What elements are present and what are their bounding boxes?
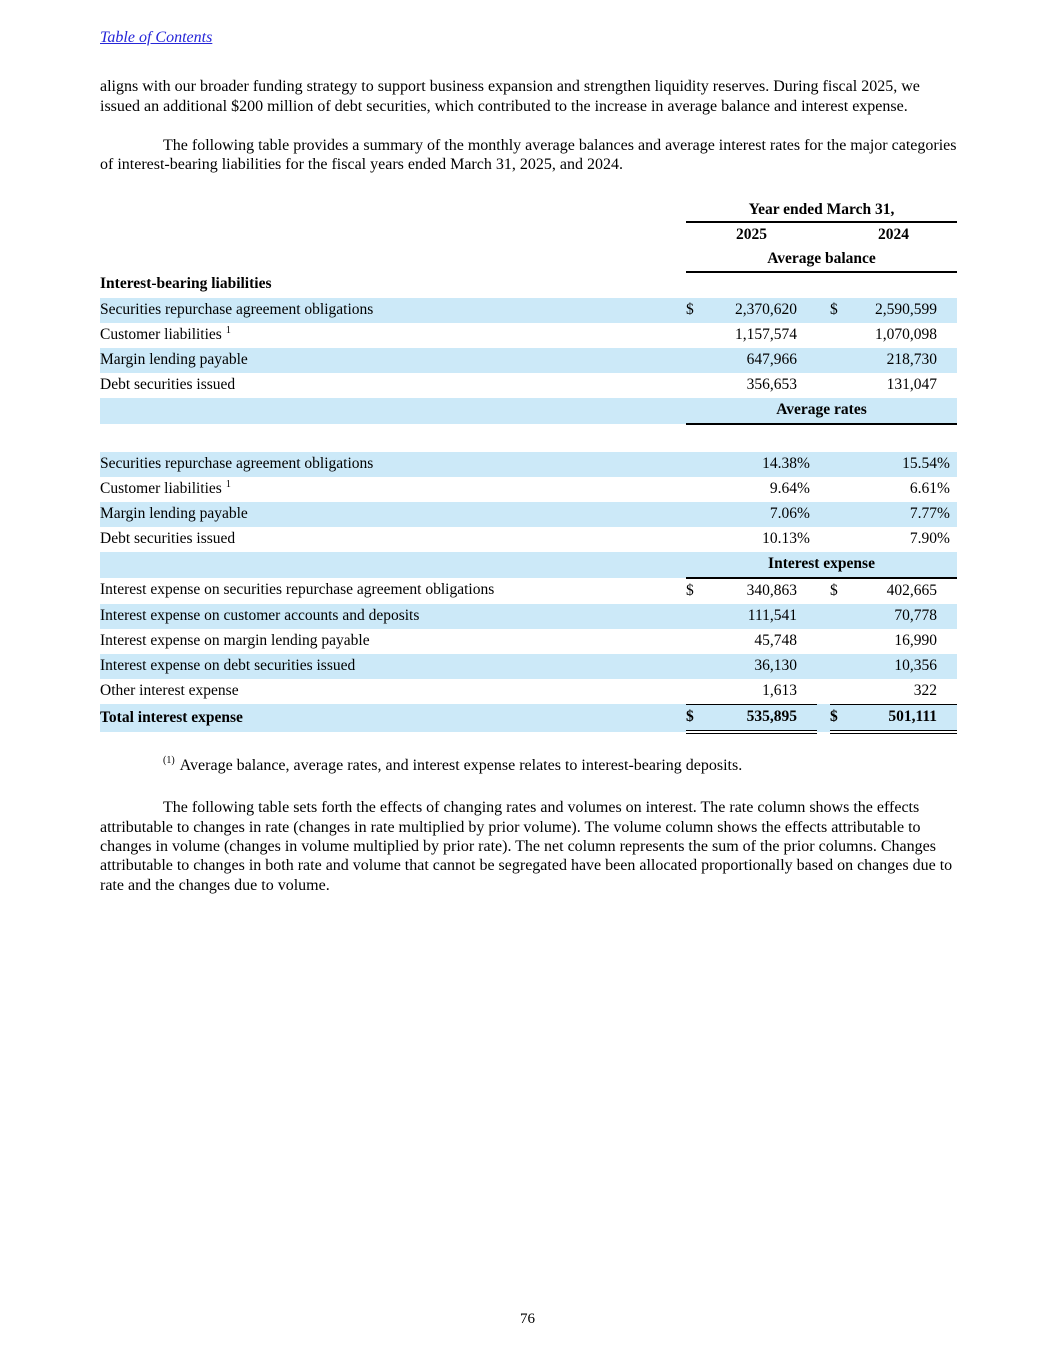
footnote-ref: 1 bbox=[225, 478, 231, 490]
value-2025: 10.13 bbox=[762, 529, 797, 547]
table-row bbox=[100, 654, 957, 679]
spacer-cell bbox=[686, 502, 712, 527]
value-2025: 14.38 bbox=[712, 452, 797, 477]
spacer-cell bbox=[817, 222, 830, 248]
value-2025: 647,966 bbox=[712, 348, 797, 373]
value-2024: 6.61 bbox=[909, 479, 937, 497]
spacer-cell bbox=[830, 654, 856, 679]
dollar-sign: $ bbox=[686, 704, 712, 732]
spacer-cell bbox=[817, 604, 830, 629]
spacer-cell bbox=[817, 679, 830, 705]
blank-row bbox=[100, 424, 957, 452]
spacer-cell bbox=[797, 298, 817, 323]
spacer-cell bbox=[937, 578, 957, 604]
spacer-cell bbox=[686, 477, 712, 502]
spacer-cell bbox=[797, 704, 817, 732]
section-title-interest-bearing-liabilities: Interest-bearing liabilities bbox=[100, 275, 272, 293]
table-row bbox=[100, 272, 957, 298]
percent-sign: % bbox=[797, 452, 817, 477]
average-balance-header: Average balance bbox=[686, 248, 957, 272]
spacer-cell bbox=[830, 629, 856, 654]
year-ended-header: Year ended March 31, bbox=[686, 200, 957, 222]
table-header-year-ended-row bbox=[100, 200, 957, 222]
percent-sign: % bbox=[937, 452, 957, 477]
spacer-cell bbox=[830, 452, 856, 477]
spacer-cell bbox=[937, 373, 957, 398]
percent-sign: % bbox=[797, 529, 810, 547]
column-header-2025: 2025 bbox=[736, 225, 767, 243]
value-2025: 2,370,620 bbox=[712, 298, 797, 323]
spacer-cell bbox=[100, 200, 686, 222]
value-2025: 535,895 bbox=[712, 704, 797, 732]
value-2025: 340,863 bbox=[746, 581, 797, 599]
value-2024: 402,665 bbox=[886, 581, 937, 599]
value-2025: 356,653 bbox=[746, 375, 797, 393]
average-rates-header: Average rates bbox=[686, 398, 957, 424]
value-2025: 9.64 bbox=[769, 479, 797, 497]
value-2024: 7.77 bbox=[856, 502, 937, 527]
row-label: Customer liabilities $^1$ bbox=[100, 478, 231, 497]
row-label: Debt securities issued bbox=[100, 529, 236, 547]
dollar-sign: $ bbox=[686, 581, 694, 599]
toc-link[interactable]: Table of Contents bbox=[100, 29, 213, 46]
spacer-cell bbox=[797, 654, 817, 679]
row-label: Margin lending payable bbox=[100, 348, 686, 373]
interest-bearing-liabilities-table bbox=[100, 200, 957, 734]
value-2024: 70,778 bbox=[856, 604, 937, 629]
spacer-cell bbox=[937, 629, 957, 654]
table-row bbox=[100, 477, 957, 502]
spacer-cell bbox=[817, 373, 830, 398]
table-row bbox=[100, 527, 957, 552]
table-row bbox=[100, 373, 957, 398]
spacer-cell bbox=[797, 373, 817, 398]
spacer-cell bbox=[830, 348, 856, 373]
table-header-years-row bbox=[100, 222, 957, 248]
paragraph-table-intro: The following table provides a summary of the monthly average balances and average interest rates for the major categories of interest-bearing liabilities for the fiscal years ended March 31, 2025, and 2024. bbox=[100, 137, 957, 174]
percent-sign: % bbox=[937, 529, 950, 547]
row-label: Customer liabilities $^1$ bbox=[100, 324, 231, 343]
spacer-cell bbox=[937, 348, 957, 373]
spacer-cell bbox=[686, 452, 712, 477]
row-label: Debt securities issued bbox=[100, 375, 236, 393]
spacer-cell bbox=[817, 502, 830, 527]
table-row bbox=[100, 298, 957, 323]
dollar-sign: $ bbox=[830, 704, 856, 732]
row-label: Interest expense on debt securities issued bbox=[100, 654, 686, 679]
value-2025: 1,613 bbox=[712, 679, 797, 705]
spacer-cell bbox=[830, 527, 856, 552]
row-label: Interest expense on margin lending payable bbox=[100, 631, 370, 649]
spacer-cell bbox=[817, 527, 830, 552]
row-label: Securities repurchase agreement obligations bbox=[100, 452, 686, 477]
spacer-cell bbox=[937, 704, 957, 732]
column-header-2024: 2024 bbox=[878, 225, 909, 243]
total-row bbox=[100, 704, 957, 732]
spacer-cell bbox=[100, 222, 686, 248]
table-row bbox=[100, 348, 957, 373]
spacer-cell bbox=[686, 348, 712, 373]
spacer-cell bbox=[817, 348, 830, 373]
dollar-sign: $ bbox=[686, 298, 712, 323]
spacer-cell bbox=[686, 323, 712, 348]
spacer-cell bbox=[817, 704, 830, 732]
spacer-cell bbox=[830, 323, 856, 348]
row-label: Margin lending payable bbox=[100, 502, 686, 527]
value-2025: 45,748 bbox=[754, 631, 797, 649]
spacer-cell bbox=[797, 323, 817, 348]
table-row bbox=[100, 629, 957, 654]
paragraph-rate-volume-intro: The following table sets forth the effects of changing rates and volumes on interest. The rate column shows the effects attributable to changes in rate (changes in rate multiplied by prior volume). The volume column shows the effects attributable to changes in volume (changes in volume multiplied by prior rate). The net column represents the sum of the prior columns. Changes attributable to changes in both rate and volume that cannot be segregated have been allocated proportionally based on changes due to rate and the changes due to volume. bbox=[100, 799, 953, 894]
spacer-cell bbox=[817, 452, 830, 477]
footnote bbox=[100, 756, 957, 775]
row-label: Interest expense on customer accounts and deposits bbox=[100, 604, 686, 629]
spacer-cell bbox=[686, 604, 712, 629]
dollar-sign: $ bbox=[830, 298, 856, 323]
spacer-cell bbox=[830, 502, 856, 527]
footnote-text: Average balance, average rates, and interest expense relates to interest-bearing deposits. bbox=[179, 756, 743, 774]
value-2025: 1,157,574 bbox=[735, 325, 797, 343]
spacer-cell bbox=[686, 654, 712, 679]
spacer-cell bbox=[797, 629, 817, 654]
row-label: Securities repurchase agreement obligations bbox=[100, 298, 686, 323]
table-row bbox=[100, 323, 957, 348]
spacer-cell bbox=[100, 398, 686, 424]
page-number: 76 bbox=[520, 1311, 535, 1327]
spacer-cell bbox=[937, 604, 957, 629]
table-row bbox=[100, 679, 957, 705]
spacer-cell bbox=[686, 272, 957, 298]
value-2024: 7.90 bbox=[909, 529, 937, 547]
value-2024: 15.54 bbox=[856, 452, 937, 477]
spacer-cell bbox=[100, 424, 957, 452]
spacer-cell bbox=[797, 604, 817, 629]
value-2025: 36,130 bbox=[712, 654, 797, 679]
spacer-cell bbox=[830, 604, 856, 629]
table-header-interest-expense-row bbox=[100, 552, 957, 578]
table-row bbox=[100, 502, 957, 527]
spacer-cell bbox=[937, 679, 957, 705]
spacer-cell bbox=[100, 248, 686, 272]
spacer-cell bbox=[686, 373, 712, 398]
value-2024: 16,990 bbox=[894, 631, 937, 649]
value-2024: 322 bbox=[856, 679, 937, 705]
spacer-cell bbox=[817, 298, 830, 323]
paragraph-funding-strategy: aligns with our broader funding strategy to support business expansion and strengthen liquidity reserves. During fiscal 2025, we issued an additional $200 million of debt securities, which contributed to the increase in average balance and interest expense. bbox=[100, 78, 920, 115]
spacer-cell bbox=[817, 578, 830, 604]
spacer-cell bbox=[797, 348, 817, 373]
row-label: Other interest expense bbox=[100, 682, 239, 700]
interest-expense-header: Interest expense bbox=[686, 552, 957, 578]
percent-sign: % bbox=[797, 502, 817, 527]
value-2024: 1,070,098 bbox=[875, 325, 937, 343]
percent-sign: % bbox=[797, 479, 810, 497]
value-2024: 218,730 bbox=[856, 348, 937, 373]
value-2024: 501,111 bbox=[856, 704, 937, 732]
value-2024: 2,590,599 bbox=[856, 298, 937, 323]
value-2025: 111,541 bbox=[712, 604, 797, 629]
spacer-cell bbox=[830, 373, 856, 398]
spacer-cell bbox=[797, 679, 817, 705]
table-header-average-balance-row bbox=[100, 248, 957, 272]
spacer-cell bbox=[817, 654, 830, 679]
spacer-cell bbox=[937, 654, 957, 679]
table-row bbox=[100, 578, 957, 604]
spacer-cell bbox=[686, 629, 712, 654]
spacer-cell bbox=[686, 679, 712, 705]
value-2025: 7.06 bbox=[712, 502, 797, 527]
spacer-cell bbox=[817, 323, 830, 348]
value-2024: 131,047 bbox=[886, 375, 937, 393]
spacer-cell bbox=[937, 298, 957, 323]
spacer-cell bbox=[830, 679, 856, 705]
table-row bbox=[100, 604, 957, 629]
spacer-cell bbox=[797, 578, 817, 604]
spacer-cell bbox=[100, 552, 686, 578]
row-label: Total interest expense bbox=[100, 704, 686, 732]
footnote-marker: (1) bbox=[163, 755, 175, 767]
footnote-ref: 1 bbox=[225, 324, 231, 336]
spacer-cell bbox=[830, 477, 856, 502]
value-2024: 10,356 bbox=[856, 654, 937, 679]
dollar-sign: $ bbox=[830, 581, 838, 599]
table-header-average-rates-row bbox=[100, 398, 957, 424]
spacer-cell bbox=[817, 477, 830, 502]
spacer-cell bbox=[937, 323, 957, 348]
table-row bbox=[100, 452, 957, 477]
spacer-cell bbox=[817, 629, 830, 654]
percent-sign: % bbox=[937, 502, 957, 527]
row-label: Interest expense on securities repurchase agreement obligations bbox=[100, 581, 495, 599]
percent-sign: % bbox=[937, 479, 950, 497]
spacer-cell bbox=[686, 527, 712, 552]
